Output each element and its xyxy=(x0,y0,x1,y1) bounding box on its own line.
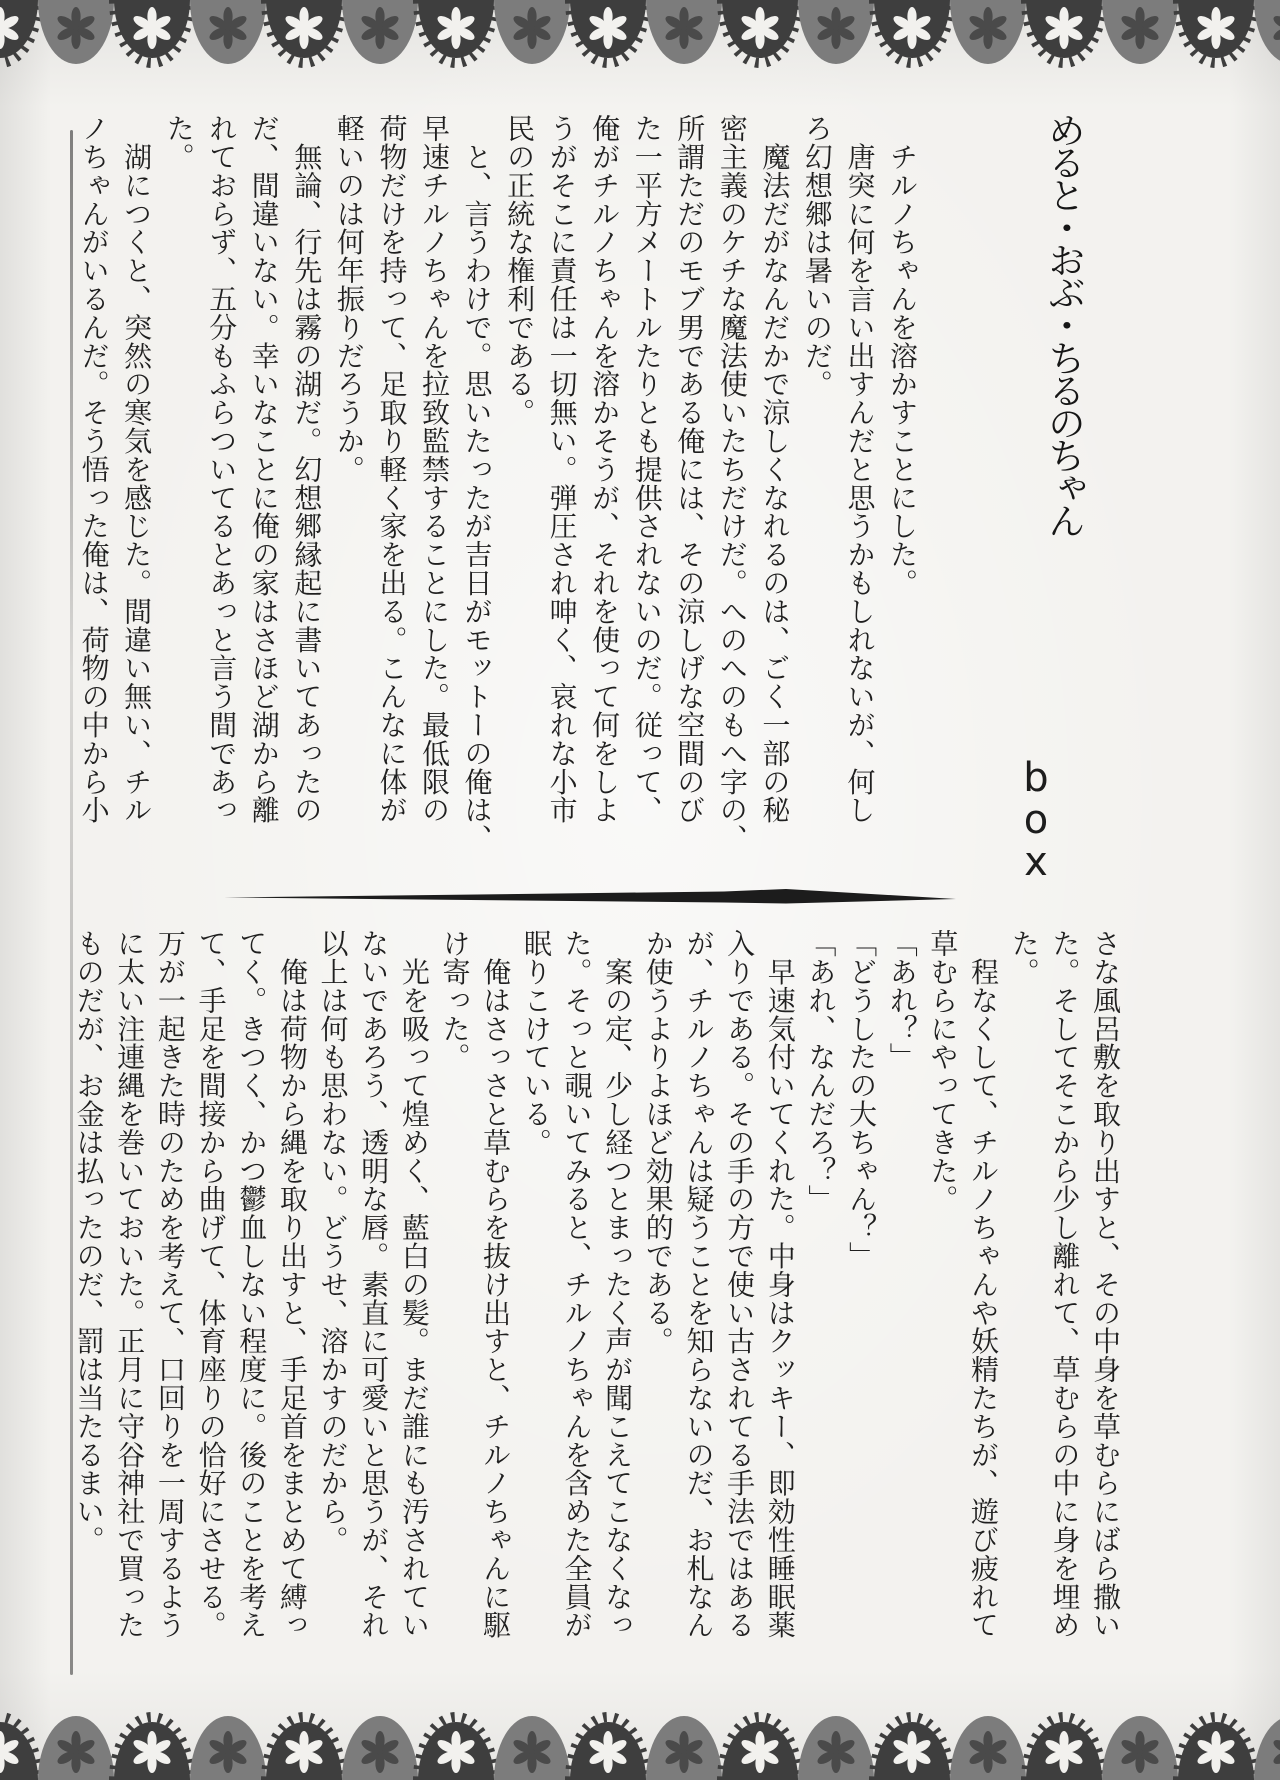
text-column: 無論、行先は霧の湖だ。幻想郷縁起に書いてあったの xyxy=(290,114,324,824)
text-column: 光を吸って煌めく、藍白の髪。まだ誰にも汚されてい xyxy=(397,929,431,1639)
text-column: が、チルノちゃんは疑うことを知らないのだ、お札なん xyxy=(682,929,716,1639)
story-section-top xyxy=(72,114,923,890)
section-divider xyxy=(224,887,958,907)
text-column: 「あれ、なんだろ？」 xyxy=(804,929,838,1213)
text-column: て、手足を間接から曲げて、体育座りの恰好にさせる。 xyxy=(194,929,228,1639)
text-column: 所謂ただのモブ男である俺には、その涼しげな空間のび xyxy=(673,114,707,824)
text-column: 民の正統な権利である。 xyxy=(503,114,537,427)
smooth-scallop-icon xyxy=(1254,0,1280,64)
text-column: 俺は荷物から縄を取り出すと、手足首をまとめて縛っ xyxy=(275,929,309,1639)
text-column: うがそこに責任は一切無い。弾圧され呻く、哀れな小市 xyxy=(545,114,579,824)
text-column: か使うよりよほど効果的である。 xyxy=(641,929,675,1355)
text-column: れておらず、五分もふらついてるとあっと言う間であっ xyxy=(205,114,239,824)
top-border-decoration xyxy=(0,0,1280,90)
text-column: 唐突に何を言い出すんだと思うかもしれないが、何し xyxy=(843,114,877,824)
text-column: 俺はさっさと草むらを抜け出すと、チルノちゃんに駆 xyxy=(479,929,513,1639)
text-column: 案の定、少し経つとまったく声が聞こえてこなくなっ xyxy=(601,929,635,1639)
text-column: た。そしてそこから少し離れて、草むらの中に身を埋め xyxy=(1048,929,1082,1639)
text-column: 万が一起きた時のためを考えて、口回りを一周するよう xyxy=(153,929,187,1639)
text-column: 密主義のケチな魔法使いたちだけだ。へのへのもへ字の、 xyxy=(715,114,749,853)
bottom-border-decoration xyxy=(0,1690,1280,1780)
text-column: チルノちゃんを溶かすことにした。 xyxy=(886,114,919,597)
text-column: 草むらにやってきた。 xyxy=(926,929,960,1213)
story-title: めると・おぶ・ちるのちゃん xyxy=(1040,112,1086,536)
text-column: け寄った。 xyxy=(438,929,472,1071)
text-column: た。 xyxy=(1007,929,1041,986)
text-column: 早速チルノちゃんを拉致監禁することにした。最低限の xyxy=(417,114,451,824)
text-column: さな風呂敷を取り出すと、その中身を草むらにばら撒い xyxy=(1089,929,1122,1639)
text-column: 「どうしたの大ちゃん？」 xyxy=(845,929,879,1270)
text-column: 入りである。その手の方で使い古されてる手法ではある xyxy=(723,929,757,1639)
text-column: 俺がチルノちゃんを溶かそうが、それを使って何をしよ xyxy=(588,114,622,824)
smooth-scallop-icon xyxy=(1254,1716,1280,1780)
text-column: てく。きつく、かつ鬱血しない程度に。後のことを考え xyxy=(235,929,269,1639)
text-column: ろ幻想郷は暑いのだ。 xyxy=(800,114,834,398)
text-column: 早速気付いてくれた。中身はクッキー、即効性睡眠薬 xyxy=(763,929,797,1639)
text-column: 湖につくと、突然の寒気を感じた。間違い無い、チル xyxy=(120,114,154,824)
text-column: 「あれ？」 xyxy=(885,929,919,1071)
text-column: た。そっと覗いてみると、チルノちゃんを含めた全員が xyxy=(560,929,594,1639)
text-column: に太い注連縄を巻いておいた。正月に守谷神社で買った xyxy=(113,929,147,1639)
text-column: と、言うわけで。思いたったが吉日がモットーの俺は、 xyxy=(460,114,494,853)
text-column: 荷物だけを持って、足取り軽く家を出る。こんなに体が xyxy=(375,114,409,824)
text-column: た一平方メートルたりとも提供されないのだ。従って、 xyxy=(630,114,664,824)
text-column: だ、間違いない。幸いなことに俺の家はさほど湖から離 xyxy=(247,114,281,824)
text-column: ものだが、お金は払ったのだ、罰は当たるまい。 xyxy=(72,929,106,1554)
text-column: 軽いのは何年振りだろうか。 xyxy=(332,114,366,484)
text-column: ノちゃんがいるんだ。そう悟った俺は、荷物の中から小 xyxy=(77,114,111,824)
divider-shape xyxy=(224,889,956,904)
text-column: 以上は何も思わない。どうせ、溶かすのだから。 xyxy=(316,929,350,1554)
story-section-bottom xyxy=(68,929,1125,1701)
text-column: 眠りこけている。 xyxy=(519,929,553,1157)
story-title-latin: box xyxy=(1013,755,1059,881)
text-column: 魔法だがなんだかで涼しくなれるのは、ごく一部の秘 xyxy=(758,114,792,824)
text-column: た。 xyxy=(162,114,196,171)
text-column: 程なくして、チルノちゃんや妖精たちが、遊び疲れて xyxy=(967,929,1001,1639)
text-column: ないであろう、透明な唇。素直に可愛いと思うが、それ xyxy=(357,929,391,1639)
